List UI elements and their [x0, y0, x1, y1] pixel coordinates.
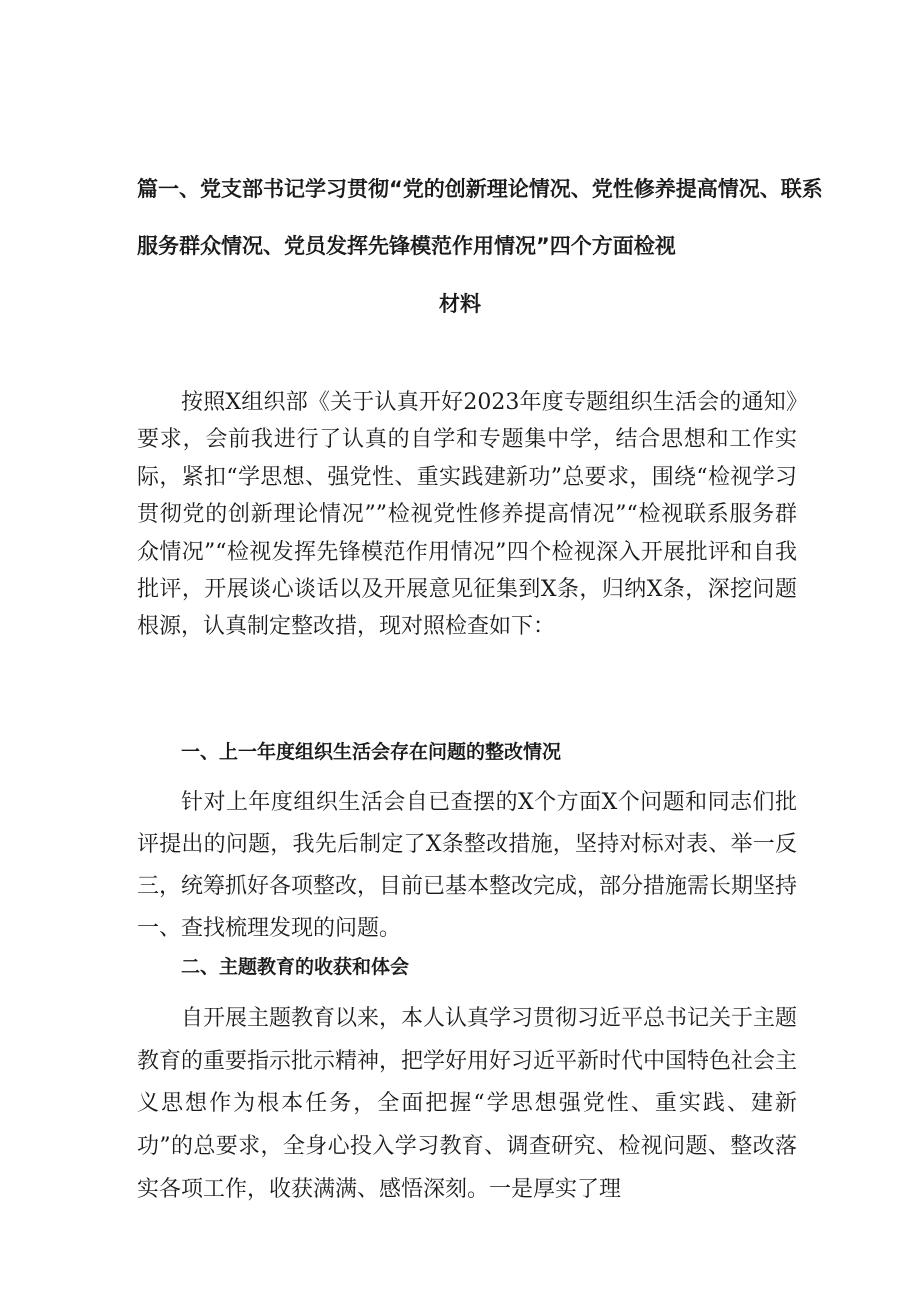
section-heading-2: 二、主题教育的收获和体会 — [181, 956, 410, 978]
document-title-line-1: 篇一、党支部书记学习贯彻“党的创新理论情况、党性修养提高情况、联系 — [137, 177, 823, 201]
intro-paragraph: 按照X组织部《关于认真开好2023年度专题组织生活会的通知》要求，会前我进行了认真的自学和专题集中学，结合思想和工作实际，紧扣“学思想、强党性、重实践建新功”总要求，围绕“检视学习贯彻党的创新理论情况””检视党性修养提高情况”“检视联系服务群众情况”“检视发挥先锋模范作用情况”四个检视深入开展批评和自我批评，开展谈心谈话以及开展意见征集到X条，归纳X条，深挖问题根源，认真制定整改措，现对照检查如下： — [137, 390, 797, 640]
section-1-paragraph: 针对上年度组织生活会自已查摆的X个方面X个问题和同志们批评提出的问题，我先后制定了X条整改措施，坚持对标对表、举一反三，统筹抓好各项整改，目前已基本整改完成，部分措施需长期坚持一、查找梳理发现的问题。 — [137, 790, 798, 941]
document-title-line-3: 材料 — [439, 292, 481, 316]
document-title-line-2: 服务群众情况、党员发挥先锋模范作用情况”四个方面检视 — [137, 234, 676, 258]
section-heading-1: 一、上一年度组织生活会存在问题的整改情况 — [181, 741, 562, 763]
section-2-paragraph: 自开展主题教育以来，本人认真学习贯彻习近平总书记关于主题教育的重要指示批示精神，把学好用好习近平新时代中国特色社会主义思想作为根本任务，全面把握“学思想强党性、重实践、建新功”的总要求，全身心投入学习教育、调查研究、检视问题、整改落实各项工作，收获满满、感悟深刻。一是厚实了理 — [137, 1006, 798, 1202]
